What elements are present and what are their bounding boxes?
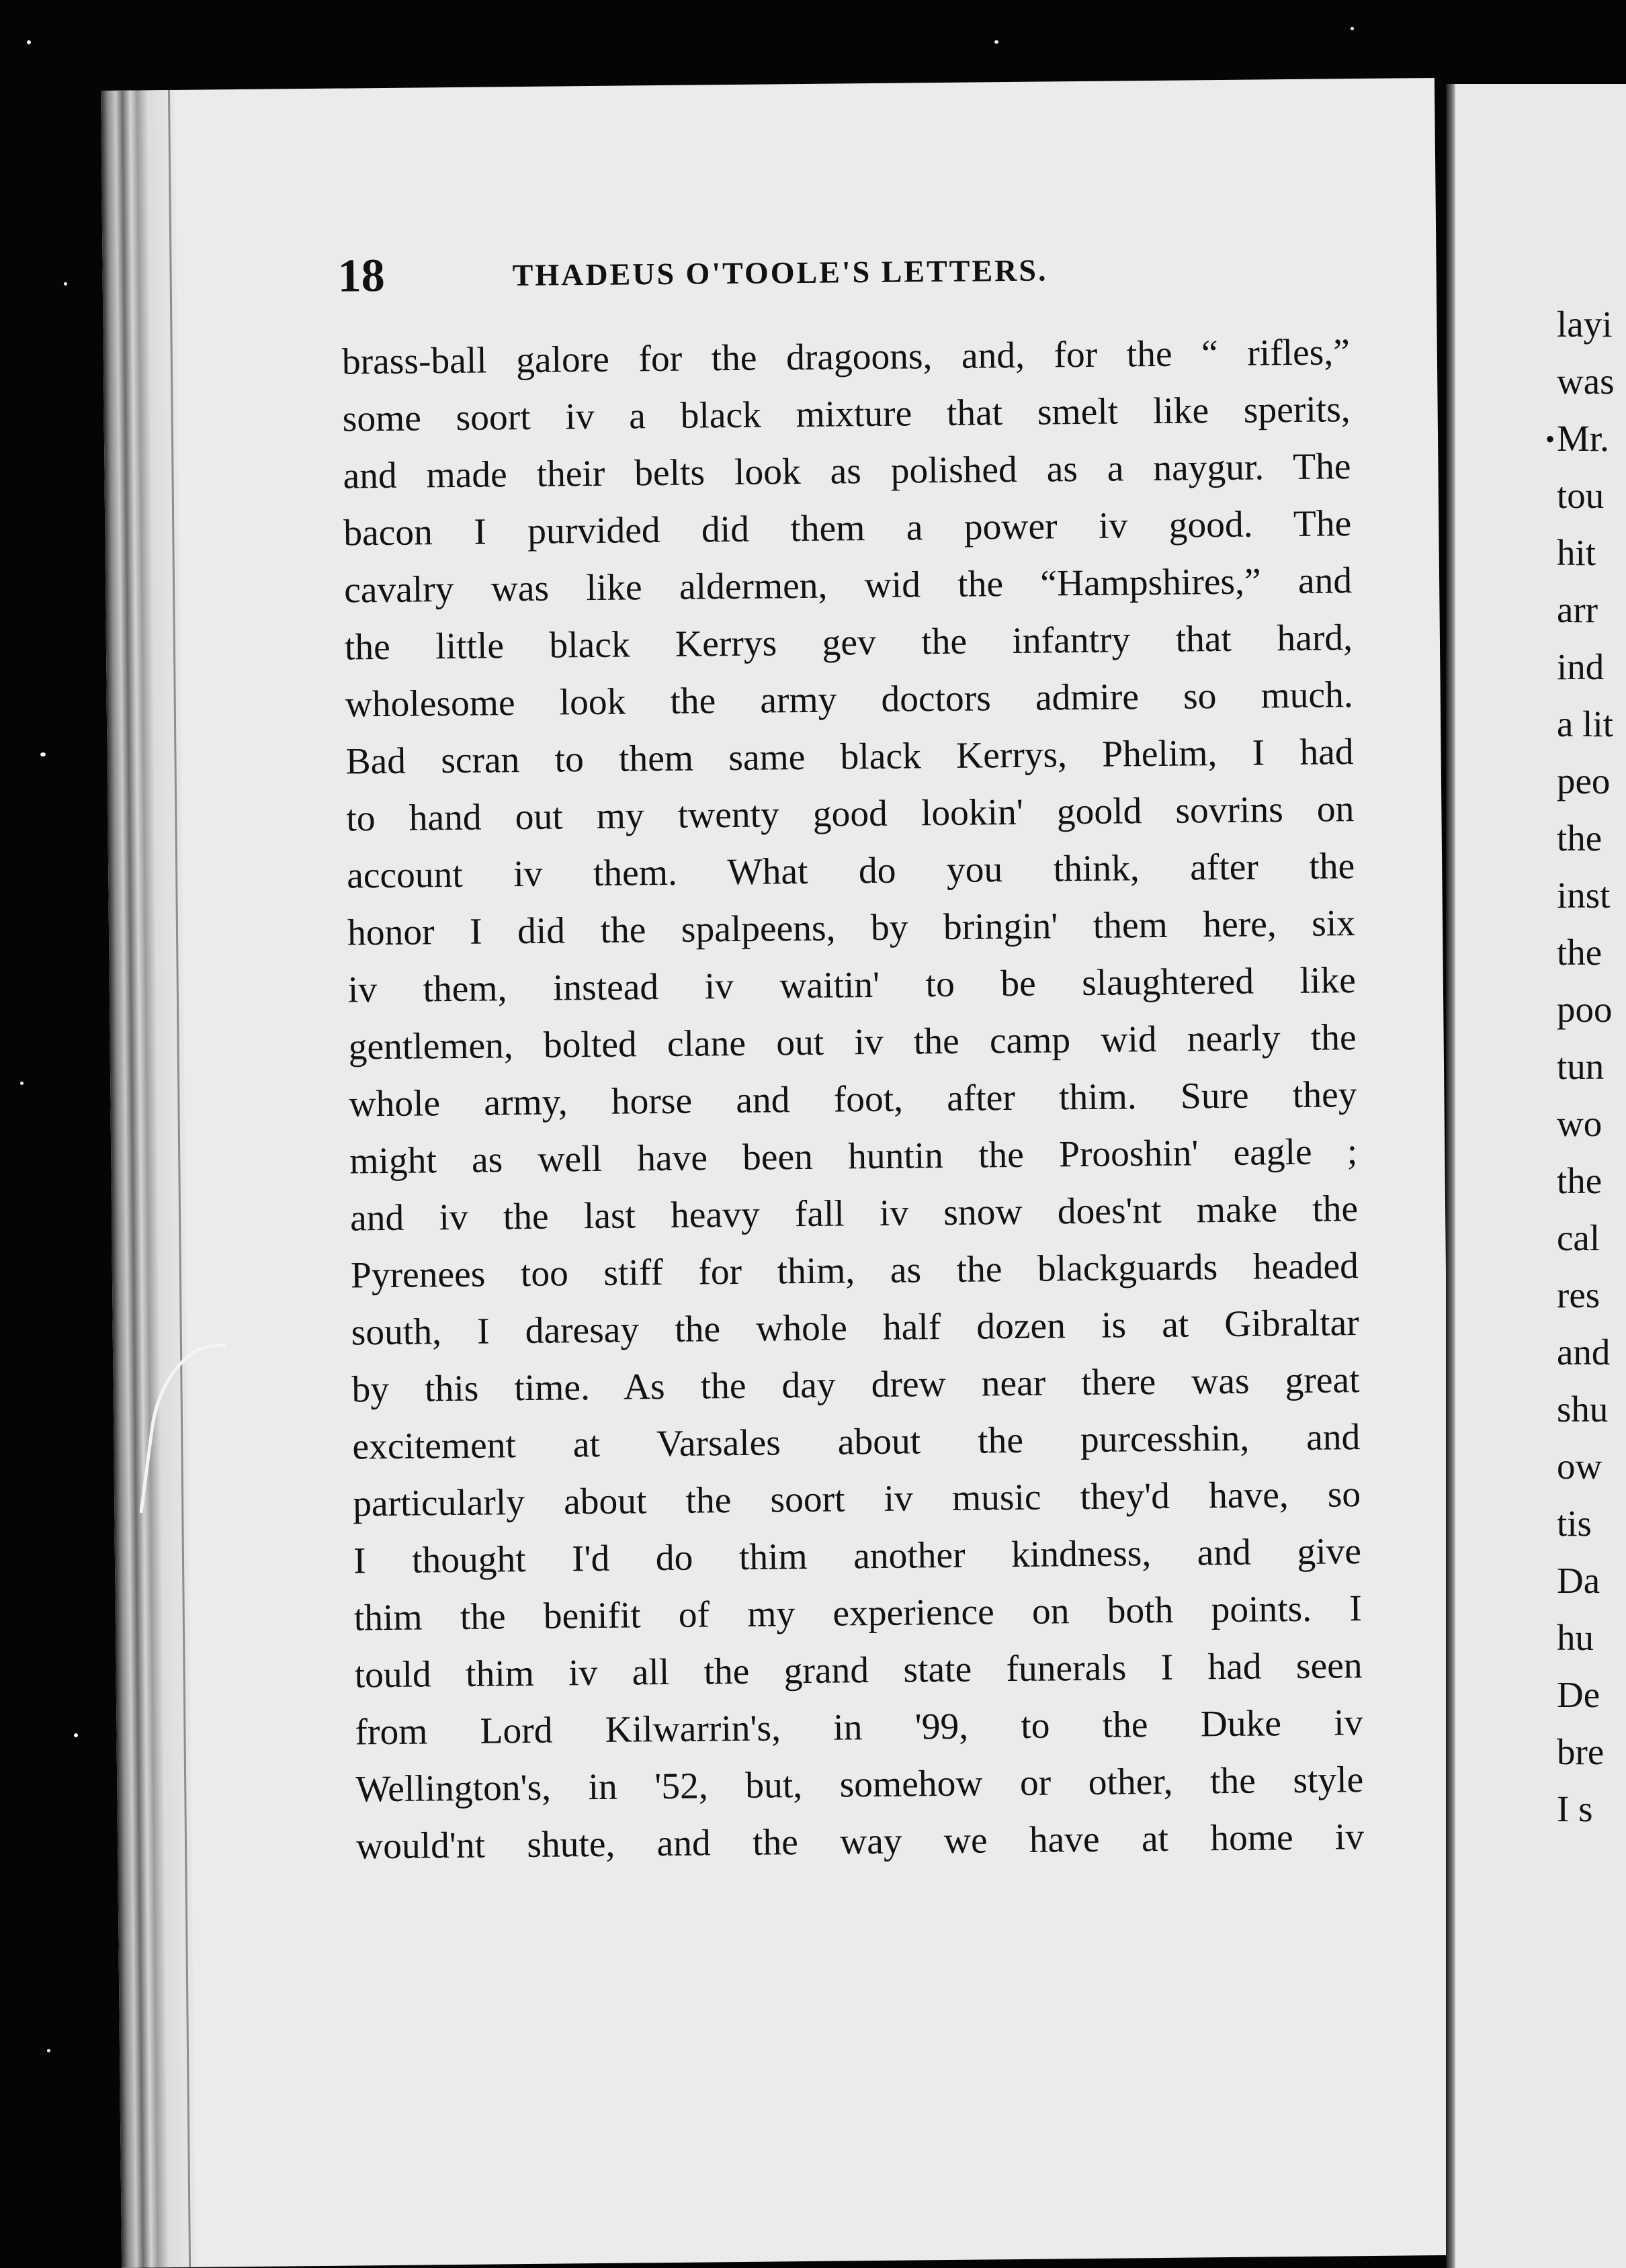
page-number: 18 [337, 249, 386, 302]
text-line: gentlemen, bolted clane out iv the camp wid nearly the [348, 1017, 1357, 1068]
scan-speck [27, 40, 31, 44]
scan-speck [1351, 27, 1354, 30]
text-line-fragment: shu [1557, 1389, 1609, 1430]
running-head-title: THADEUS O'TOOLE'S LETTERS. [512, 253, 1048, 293]
text-line: south, I daresay the whole half dozen is at Gibraltar [351, 1303, 1359, 1354]
text-line: to hand out my twenty good lookin' goold sovrins on [346, 789, 1355, 840]
scan-speck [64, 282, 67, 286]
text-line-fragment: ow [1557, 1446, 1602, 1487]
text-line-fragment: res [1557, 1274, 1600, 1315]
text-line: iv them, instead iv waitin' to be slaughtered like [347, 960, 1357, 1011]
text-line: brass-ball galore for the dragoons, and, for the “ rifles,” [341, 332, 1351, 383]
right-page [1446, 84, 1626, 2268]
text-line-fragment: Mr. [1557, 418, 1609, 459]
text-line: thim the benifit of my experience on both points. I [353, 1588, 1363, 1639]
scan-speck [74, 1733, 78, 1737]
text-line-fragment: tou [1557, 475, 1604, 516]
text-line: wholesome look the army doctors admire so much. [345, 674, 1354, 726]
body-text [341, 324, 1364, 1875]
text-line: tould thim iv all the grand state funerals I had seen [354, 1645, 1363, 1696]
text-line-fragment: was [1557, 361, 1615, 402]
bullet-mark: • [1545, 424, 1555, 454]
left-page [101, 78, 1455, 2268]
text-line: by this time. As the day drew near there was great [351, 1360, 1360, 1411]
text-line-fragment: cal [1557, 1217, 1600, 1258]
scan-speck [20, 1082, 24, 1085]
text-line-fragment: inst [1557, 875, 1611, 916]
text-line-fragment: a lit [1557, 703, 1614, 744]
text-line-fragment: arr [1557, 589, 1598, 630]
text-line: would'nt shute, and the way we have at home iv [355, 1817, 1365, 1868]
text-line-fragment: tun [1557, 1046, 1604, 1087]
text-line: account iv them. What do you think, after the [346, 846, 1355, 897]
text-line-fragment: the [1557, 1160, 1602, 1201]
text-line-fragment: and [1557, 1332, 1611, 1372]
text-line: from Lord Kilwarrin's, in '99, to the Duke iv [355, 1702, 1363, 1753]
text-line-fragment: hu [1557, 1617, 1594, 1658]
text-line-fragment: the [1557, 932, 1602, 973]
text-line-fragment: wo [1557, 1103, 1602, 1144]
text-line-fragment: ind [1557, 646, 1604, 687]
facing-page-text [1557, 296, 1626, 1837]
text-line: excitement at Varsales about the purcesshin, and [352, 1417, 1361, 1468]
text-line-fragment: tis [1557, 1503, 1592, 1544]
running-head [337, 236, 1346, 306]
text-line: might as well have been huntin the Prooshin' eagle ; [349, 1131, 1358, 1182]
text-line-fragment: bre [1557, 1731, 1604, 1772]
scan-speck [47, 2049, 50, 2052]
text-line-fragment: peo [1557, 760, 1611, 801]
text-line: the little black Kerrys gev the infantry that hard, [344, 617, 1353, 668]
text-line-fragment: layi [1557, 304, 1613, 345]
text-line: particularly about the soort iv music they'd have, so [352, 1474, 1361, 1525]
text-line: Pyrenees too stiff for thim, as the blackguards headed [350, 1246, 1359, 1297]
text-line: cavalry was like aldermen, wid the “Hampshires,” and [343, 560, 1353, 611]
text-line-fragment: poo [1557, 989, 1613, 1030]
text-line-fragment: the [1557, 818, 1602, 859]
text-line: and iv the last heavy fall iv snow does'nt make the [349, 1188, 1359, 1239]
text-line-fragment: De [1557, 1674, 1600, 1715]
text-line-fragment: I s [1557, 1788, 1593, 1829]
text-line: Bad scran to them same black Kerrys, Phelim, I had [345, 732, 1354, 783]
text-line: bacon I purvided did them a power iv good. The [343, 503, 1352, 554]
text-line: some soort iv a black mixture that smelt like sperits, [342, 389, 1351, 440]
text-line: I thought I'd do thim another kindness, and give [353, 1531, 1362, 1582]
text-line-fragment: Da [1557, 1560, 1600, 1601]
text-line: and made their belts look as polished as a naygur. The [343, 446, 1351, 497]
page-gutter [101, 90, 196, 2268]
scan-speck [994, 40, 998, 44]
text-line: Wellington's, in '52, but, somehow or other, the style [355, 1759, 1364, 1811]
text-line-fragment: hit [1557, 532, 1596, 573]
scan-speck [40, 752, 46, 756]
text-line: whole army, horse and foot, after thim. Sure they [349, 1074, 1357, 1125]
text-line: honor I did the spalpeens, by bringin' them here, six [347, 903, 1356, 954]
page-edge [1446, 84, 1455, 2268]
